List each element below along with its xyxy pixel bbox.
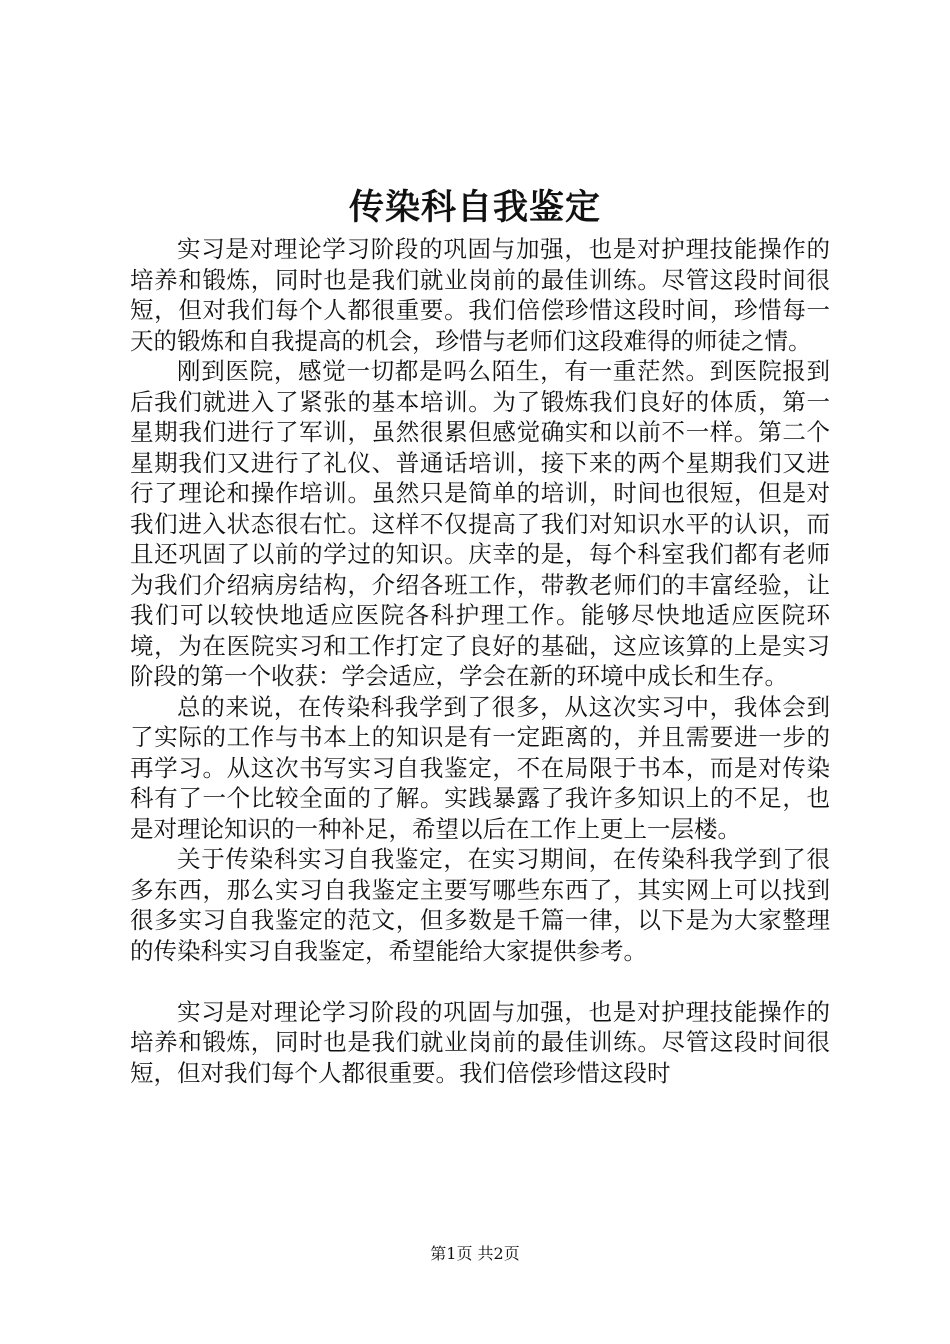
page-footer: 第1页 共2页 <box>430 1244 520 1263</box>
document-body <box>130 234 830 1088</box>
paragraph-2: 刚到医院，感觉一切都是吗么陌生，有一重茫然。到医院报到后我们就进入了紧张的基本培训。为了锻炼我们良好的体质，第一星期我们进行了军训，虽然很累但感觉确实和以前不一样。第二个星期我们又进行了礼仪、普通话培训，接下来的两个星期我们又进行了理论和操作培训。虽然只是简单的培训，时间也很短，但是对我们进入状态很右忙。这样不仅提高了我们对知识水平的认识，而且还巩固了以前的学过的知识。庆幸的是，每个科室我们都有老师为我们介绍病房结构，介绍各班工作，带教老师们的丰富经验，让我们可以较快地适应医院各科护理工作。能够尽快地适应医院环境，为在医院实习和工作打定了良好的基础，这应该算的上是实习阶段的第一个收获：学会适应，学会在新的环境中成长和生存。 <box>130 357 830 690</box>
paragraph-5: 实习是对理论学习阶段的巩固与加强，也是对护理技能操作的培养和锻炼，同时也是我们就业岗前的最佳训练。尽管这段时间很短，但对我们每个人都很重要。我们倍偿珍惜这段时 <box>130 997 830 1087</box>
document-title: 传染科自我鉴定 <box>348 187 601 228</box>
paragraph-1: 实习是对理论学习阶段的巩固与加强，也是对护理技能操作的培养和锻炼，同时也是我们就业岗前的最佳训练。尽管这段时间很短，但对我们每个人都很重要。我们倍偿珍惜这段时间，珍惜每一天的锻炼和自我提高的机会，珍惜与老师们这段难得的师徒之情。 <box>130 235 830 355</box>
paragraph-spacer <box>130 966 830 997</box>
paragraph-4: 关于传染科实习自我鉴定，在实习期间，在传染科我学到了很多东西，那么实习自我鉴定主要写哪些东西了，其实网上可以找到很多实习自我鉴定的范文，但多数是千篇一律，以下是为大家整理的传染科实习自我鉴定，希望能给大家提供参考。 <box>130 845 830 965</box>
paragraph-3: 总的来说，在传染科我学到了很多，从这次实习中，我体会到了实际的工作与书本上的知识是有一定距离的，并且需要进一步的再学习。从这次书写实习自我鉴定，不在局限于书本，而是对传染科有了一个比较全面的了解。实践暴露了我许多知识上的不足，也是对理论知识的一种补足，希望以后在工作上更上一层楼。 <box>130 692 830 843</box>
